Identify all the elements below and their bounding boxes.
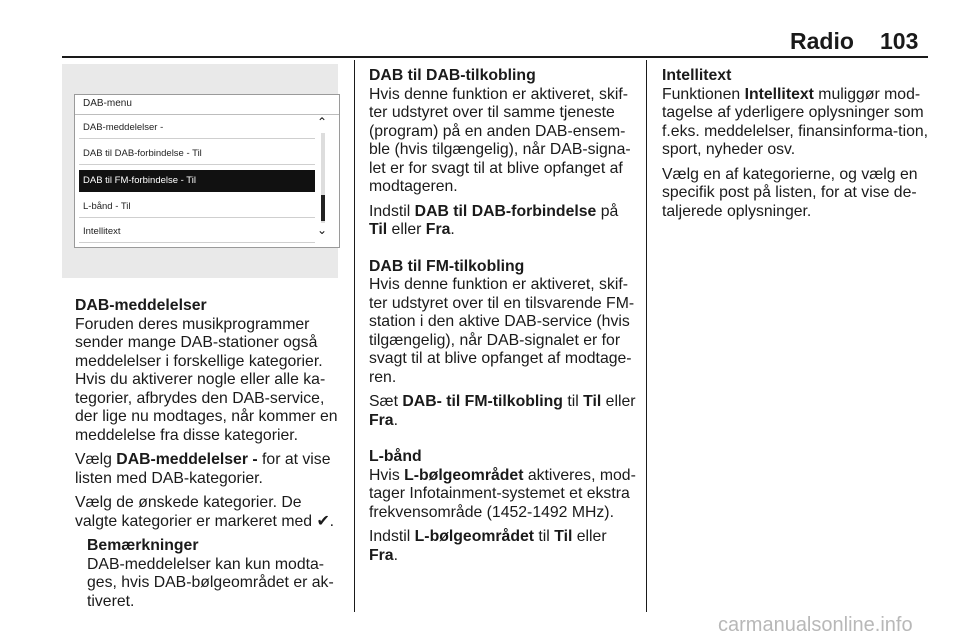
text: eller (601, 393, 636, 410)
note-text: DAB-meddelelser kan kun modta-ges, hvis DAB-bølgeområdet er ak-tiveret. (87, 555, 334, 610)
page-number: 103 (880, 28, 919, 54)
heading-dab-meddelelser: DAB-meddelelser (75, 297, 207, 314)
menu-scrollbar[interactable] (321, 133, 325, 223)
dab-menu-title: DAB-menu (83, 98, 132, 109)
menu-item-dab-til-dab[interactable]: DAB til DAB-forbindelse - Til (79, 143, 315, 165)
menu-item-dab-meddelelser[interactable]: DAB-meddelelser - (79, 117, 315, 139)
text: aktiveres, mod-tager Infotainment-systemet et ekstra frekvensområde (1452-1492 MHz). (369, 466, 636, 521)
chevron-down-icon[interactable]: ⌄ (317, 223, 328, 237)
column-divider-1 (354, 60, 355, 612)
text: Hvis (369, 466, 405, 484)
menu-reference: L-bølgeområdet (414, 528, 535, 545)
text: Sæt (369, 393, 403, 410)
paragraph-dab-meddelelser-intro: Foruden deres musikprogrammer sender mange DAB-stationer også meddelelser i forskellige kategorier. Hvis du aktiverer nogle eller alle ka-tegorier, afbrydes den DAB-service, der lige nu modtages, når kommer en meddelelse fra disse kategorier. (75, 315, 338, 444)
menu-reference: DAB-meddelelser - (116, 451, 258, 468)
text: . (393, 411, 398, 429)
paragraph-dab-til-dab: Hvis denne funktion er aktiveret, skif-ter udstyret over til samme tjeneste (program) på en anden DAB-ensem-ble (hvis tilgængelig), når DAB-signa-let er for svagt til at blive opfanget af modtageren. (369, 85, 631, 195)
menu-reference: DAB- til FM-tilkobling (402, 393, 563, 410)
paragraph-l-band (369, 467, 637, 523)
menu-item-l-band[interactable]: L-bånd - Til (79, 196, 315, 218)
value-reference: Til (583, 393, 602, 410)
text: på (596, 202, 619, 220)
watermark: carmanualsonline.info (718, 614, 913, 636)
heading-intellitext: Intellitext (662, 67, 732, 84)
text: Indstil (369, 528, 415, 545)
text: eller (572, 528, 607, 545)
value-reference: Fra (425, 221, 451, 238)
value-reference: Til (554, 528, 573, 545)
value-reference: Fra (369, 546, 394, 564)
text: Funktionen (662, 85, 745, 103)
page-header-title: Radio (790, 28, 854, 54)
column-divider-2 (646, 60, 647, 612)
value-reference: Til (369, 221, 388, 238)
paragraph-intellitext (662, 86, 932, 160)
paragraph-l-band-setting (369, 528, 637, 565)
menu-reference: L-bølgeområdet (404, 466, 524, 484)
text: for at vise listen med DAB-kategorier. (75, 451, 331, 487)
menu-item-intellitext[interactable]: Intellitext (79, 221, 315, 243)
header-rule (62, 56, 928, 58)
value-reference: Fra (369, 411, 394, 429)
note-title: Bemærkninger (87, 537, 199, 554)
text: eller (387, 221, 426, 238)
menu-reference: Intellitext (744, 85, 814, 103)
text: Indstil (369, 202, 415, 220)
heading-dab-til-dab: DAB til DAB-tilkobling (369, 67, 536, 84)
heading-dab-til-fm: DAB til FM-tilkobling (369, 257, 525, 275)
paragraph-select-dab-meddelelser (75, 451, 343, 488)
chevron-up-icon[interactable]: ⌃ (317, 115, 328, 129)
menu-reference: DAB til DAB-forbindelse (414, 202, 597, 220)
paragraph-select-categories: Vælg de ønskede kategorier. De valgte kategorier er markeret med ✔. (75, 494, 335, 530)
text: Vælg (75, 451, 117, 468)
heading-l-band: L-bånd (369, 448, 422, 465)
paragraph-intellitext-select: Vælg en af kategorierne, og vælg en specifik post på listen, for at vise de-taljerede oplysninger. (662, 165, 918, 220)
text: til (562, 393, 584, 410)
paragraph-dab-til-dab-setting (369, 203, 637, 240)
menu-item-dab-til-fm[interactable]: DAB til FM-forbindelse - Til (79, 170, 315, 192)
scrollbar-thumb[interactable] (321, 195, 325, 221)
text: . (393, 546, 398, 564)
text: til (534, 528, 555, 545)
dab-menu-screen (74, 94, 340, 248)
paragraph-dab-til-fm-setting (369, 393, 637, 430)
paragraph-dab-til-fm: Hvis denne funktion er aktiveret, skif-ter udstyret over til en tilsvarende FM-station i den aktive DAB-service (hvis tilgængelig), når DAB-signalet er for svagt til at blive opfanget af modtage-ren. (369, 276, 635, 386)
dab-menu-title-rule (75, 114, 339, 115)
text: . (450, 221, 455, 238)
text: muliggør mod-tagelse af yderligere oplysninger som f.eks. meddelelser, finansinforma-tion, sport, nyheder osv. (662, 85, 929, 158)
